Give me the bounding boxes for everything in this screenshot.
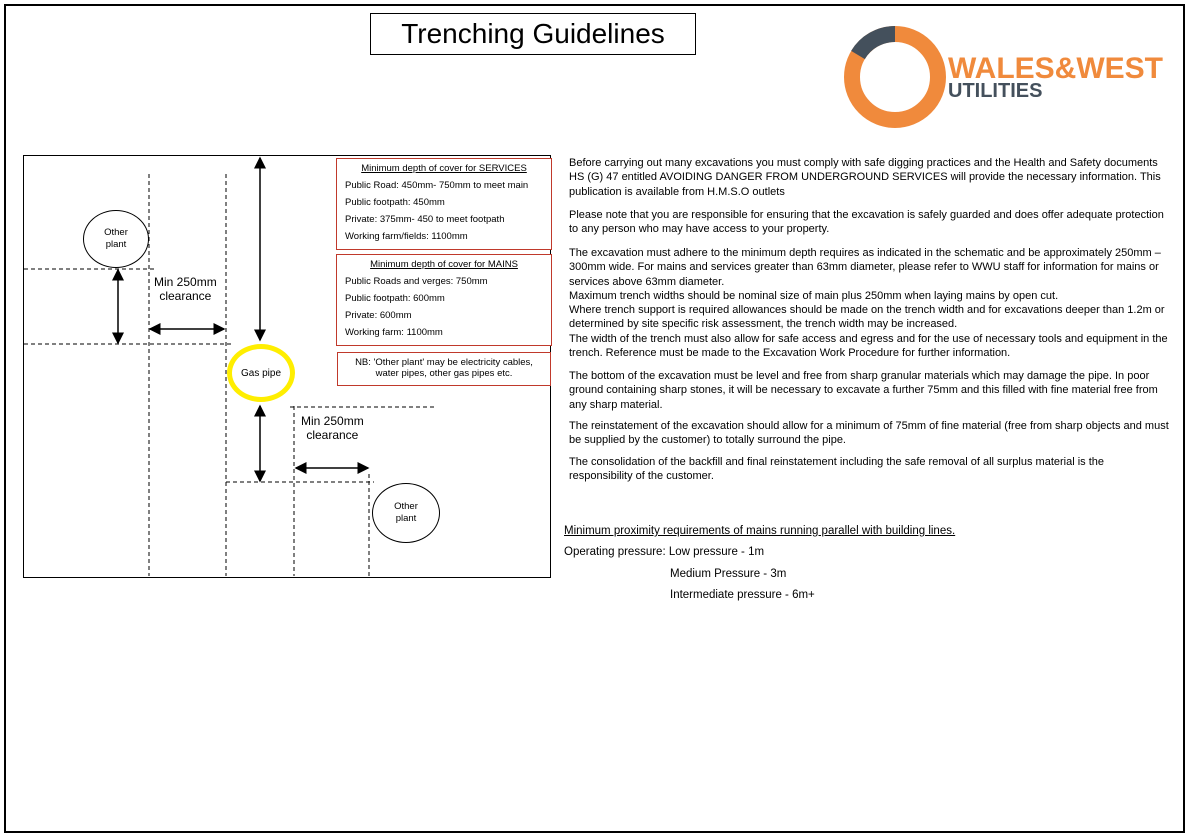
mains-line: Working farm: 1100mm <box>345 327 443 338</box>
proximity-row: Operating pressure: Low pressure - 1m <box>564 546 765 558</box>
para-line: Maximum trench widths should be nominal size of main plus 250mm when laying mains by open cut. <box>569 289 1059 302</box>
para-reinstatement: The reinstatement of the excavation should allow for a minimum of 75mm of fine material (free from sharp objects and must be supplied by the customer) to totally surround the pipe. <box>569 420 1169 447</box>
other-plant-circle <box>372 483 440 543</box>
other-plant-circle <box>83 210 149 268</box>
para-line: The excavation must adhere to the minimum depth requires as indicated in the schematic and be approximately 250mm – 300mm wide. For mains and services greater than 63mm diameter, please refer to WWU staff for information for mains or services above 63mm diameter. <box>569 247 1161 288</box>
gas-pipe-circle <box>227 344 295 402</box>
para-excavation <box>569 246 1169 360</box>
services-line: Public Road: 450mm- 750mm to meet main <box>345 180 529 191</box>
logo-wordmark-bottom: UTILITIES <box>948 80 1043 102</box>
proximity-heading: Minimum proximity requirements of mains running parallel with building lines. <box>564 525 956 537</box>
clearance-text: clearance <box>306 428 359 442</box>
services-heading: Minimum depth of cover for SERVICES <box>361 163 527 174</box>
para-bottom: The bottom of the excavation must be level and free from sharp granular materials which may damage the pipe. In poor ground containing sharp stones, it will be necessary to excavate a further 75mm and this filled with fine material free from any sharp material. <box>569 370 1158 411</box>
mains-line: Public footpath: 600mm <box>345 293 445 304</box>
para-guarding: Please note that you are responsible for ensuring that the excavation is safely guarded and does offer adequate protection to any person who may have access to your property. <box>569 209 1164 236</box>
proximity-row: Medium Pressure - 3m <box>670 568 787 580</box>
gas-pipe-label: Gas pipe <box>240 367 282 379</box>
other-plant-label: plant <box>395 513 417 524</box>
clearance-label <box>154 275 217 303</box>
services-line: Public footpath: 450mm <box>345 197 445 208</box>
other-plant-label: Other <box>104 227 128 238</box>
clearance-label <box>301 414 364 442</box>
other-plant-label: plant <box>105 239 127 250</box>
mains-heading: Minimum depth of cover for MAINS <box>370 259 518 270</box>
para-safe-digging: Before carrying out many excavations you must comply with safe digging practices and the Health and Safety documents HS (G) 47 entitled AVOIDING DANGER FROM UNDERGROUND SERVICES will provide the necessary information. This publication is available from H.M.S.O outlets <box>569 157 1161 198</box>
nb-note-box <box>337 352 551 386</box>
clearance-text: Min 250mm <box>154 275 217 289</box>
clearance-text: clearance <box>159 289 212 303</box>
services-line: Private: 375mm- 450 to meet footpath <box>345 214 505 225</box>
clearance-text: Min 250mm <box>301 414 364 428</box>
mains-line: Private: 600mm <box>345 310 412 321</box>
services-line: Working farm/fields: 1100mm <box>345 231 468 242</box>
nb-line: water pipes, other gas pipes etc. <box>375 368 513 379</box>
company-logo <box>838 20 1168 132</box>
para-line: The width of the trench must also allow for safe access and egress and for the use of necessary tools and equipment in the trench. Reference must be made to the Excavation Work Procedure for further information. <box>569 332 1168 360</box>
page-title: Trenching Guidelines <box>370 13 696 55</box>
nb-line: NB: 'Other plant' may be electricity cables, <box>355 357 533 368</box>
proximity-row: Intermediate pressure - 6m+ <box>670 589 815 601</box>
services-depth-box <box>336 158 552 250</box>
other-plant-label: Other <box>394 501 418 512</box>
para-consolidation: The consolidation of the backfill and final reinstatement including the safe removal of all surplus material is the responsibility of the customer. <box>569 456 1105 483</box>
logo-wordmark-top: WALES&WEST <box>948 52 1163 85</box>
logo-ring-icon <box>838 20 948 132</box>
para-line: Where trench support is required allowances should be made on the trench width and for excavations deeper than 1.2m or determined by site specific risk assessment, the trench width may be increased. <box>569 304 1165 331</box>
mains-depth-box <box>336 254 552 346</box>
trench-diagram <box>23 155 551 578</box>
mains-line: Public Roads and verges: 750mm <box>345 276 488 287</box>
